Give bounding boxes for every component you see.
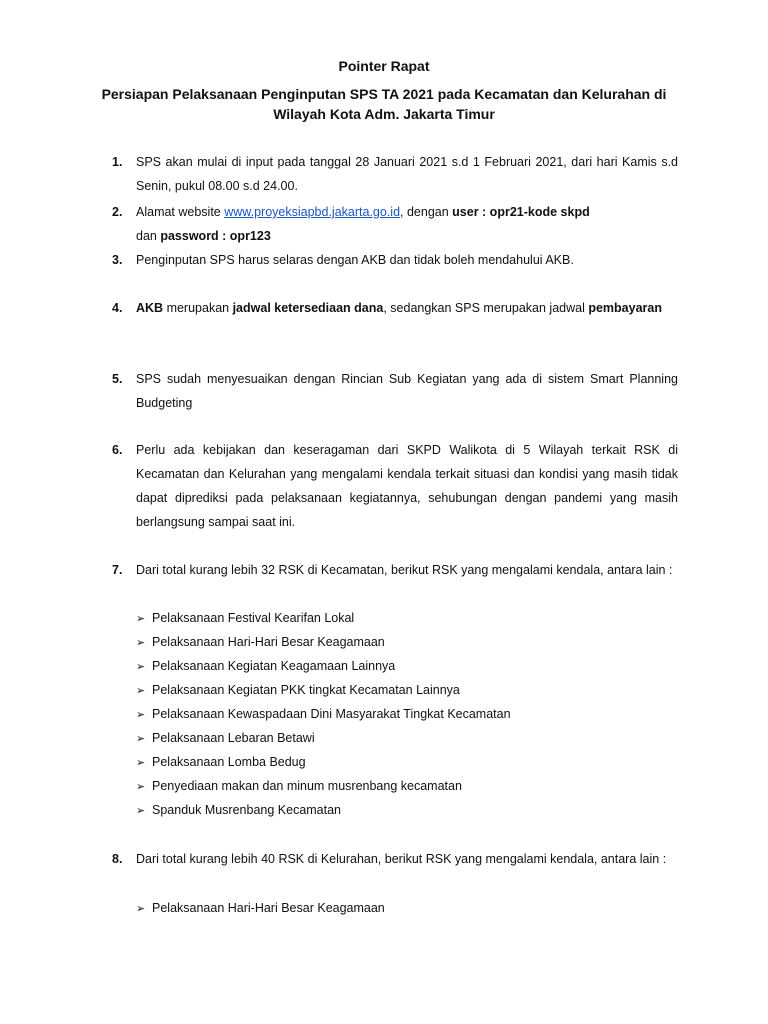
arrow-bullet-icon: ➢ (136, 613, 146, 625)
bullet-text: Spanduk Musrenbang Kecamatan (152, 803, 342, 817)
text-run: , dengan (400, 205, 453, 219)
item-number: 3. (112, 253, 123, 267)
document-subtitle: Persiapan Pelaksanaan Penginputan SPS TA 2021 pada Kecamatan dan Kelurahan di Wilayah Kota Adm. Jakarta Timur (101, 86, 667, 122)
bold-run: AKB (136, 301, 164, 315)
bullet-text: Penyediaan makan dan minum musrenbang kecamatan (152, 779, 462, 793)
list-item-3 (112, 248, 678, 272)
bold-run: jadwal ketersediaan dana (232, 301, 384, 315)
bullet-item (136, 750, 306, 775)
bullet-text: Pelaksanaan Kewaspadaan Dini Masyarakat Tingkat Kecamatan (152, 707, 511, 721)
item-number: 8. (112, 852, 123, 866)
bullet-text: Pelaksanaan Lomba Bedug (152, 755, 306, 769)
bullet-item (136, 606, 354, 631)
text-run: dan (136, 229, 161, 243)
item-text: Dari total kurang lebih 32 RSK di Kecamatan, berikut RSK yang mengalami kendala, antara lain : (136, 563, 673, 577)
item-text: SPS akan mulai di input pada tanggal 28 Januari 2021 s.d 1 Februari 2021, dari hari Kamis s.d Senin, pukul 08.00 s.d 24.00. (136, 155, 678, 193)
bullet-item (136, 896, 385, 921)
bullet-text: Pelaksanaan Kegiatan Keagamaan Lainnya (152, 659, 396, 673)
password-credential: password : opr123 (160, 229, 271, 243)
item-text: SPS sudah menyesuaikan dengan Rincian Sub Kegiatan yang ada di sistem Smart Planning Budgeting (136, 372, 678, 410)
bold-run: pembayaran (588, 301, 662, 315)
item-number: 2. (112, 205, 123, 219)
bullet-item (136, 774, 462, 799)
bullet-text: Pelaksanaan Hari-Hari Besar Keagamaan (152, 901, 385, 915)
bullet-item (136, 654, 395, 679)
list-item-7 (112, 558, 678, 582)
bullet-text: Pelaksanaan Kegiatan PKK tingkat Kecamatan Lainnya (152, 683, 460, 697)
item-number: 1. (112, 155, 123, 169)
list-item-5 (112, 367, 678, 415)
text-run: merupakan (163, 301, 233, 315)
list-item-6 (112, 438, 678, 534)
website-link[interactable]: www.proyeksiapbd.jakarta.go.id (224, 205, 401, 219)
text-run: Alamat website (136, 205, 225, 219)
document-title: Pointer Rapat (338, 58, 430, 74)
item-number: 5. (112, 372, 123, 386)
bullet-text: Pelaksanaan Festival Kearifan Lokal (152, 611, 355, 625)
arrow-bullet-icon: ➢ (136, 661, 146, 673)
arrow-bullet-icon: ➢ (136, 781, 146, 793)
list-item-2 (112, 200, 678, 248)
arrow-bullet-icon: ➢ (136, 805, 146, 817)
text-run: , sedangkan SPS merupakan jadwal (383, 301, 589, 315)
arrow-bullet-icon: ➢ (136, 685, 146, 697)
bullet-item (136, 702, 511, 727)
bullet-item (136, 630, 385, 655)
bullet-item (136, 678, 460, 703)
arrow-bullet-icon: ➢ (136, 733, 146, 745)
item-text: Perlu ada kebijakan dan keseragaman dari SKPD Walikota di 5 Wilayah terkait RSK di Kecamatan dan Kelurahan yang mengalami kendala terkait situasi dan kondisi yang masih tidak dapat diprediksi pada pelaksanaan kegiatannya, sehubungan dengan pandemi yang masih berlangsung sampai saat ini. (136, 443, 678, 529)
bullet-item (136, 798, 341, 823)
item-text: Penginputan SPS harus selaras dengan AKB dan tidak boleh mendahului AKB. (136, 253, 574, 267)
item-text (136, 200, 678, 248)
item-text (136, 296, 678, 320)
list-item-8 (112, 847, 678, 871)
list-item-4 (112, 296, 678, 320)
list-item-1 (112, 150, 678, 198)
bullet-text: Pelaksanaan Hari-Hari Besar Keagamaan (152, 635, 385, 649)
item-number: 7. (112, 563, 123, 577)
arrow-bullet-icon: ➢ (136, 709, 146, 721)
arrow-bullet-icon: ➢ (136, 903, 146, 915)
item-number: 4. (112, 301, 123, 315)
arrow-bullet-icon: ➢ (136, 757, 146, 769)
arrow-bullet-icon: ➢ (136, 637, 146, 649)
user-credential: user : opr21-kode skpd (452, 205, 590, 219)
bullet-text: Pelaksanaan Lebaran Betawi (152, 731, 315, 745)
item-text: Dari total kurang lebih 40 RSK di Kelurahan, berikut RSK yang mengalami kendala, antara lain : (136, 852, 667, 866)
item-number: 6. (112, 443, 123, 457)
bullet-item (136, 726, 315, 751)
